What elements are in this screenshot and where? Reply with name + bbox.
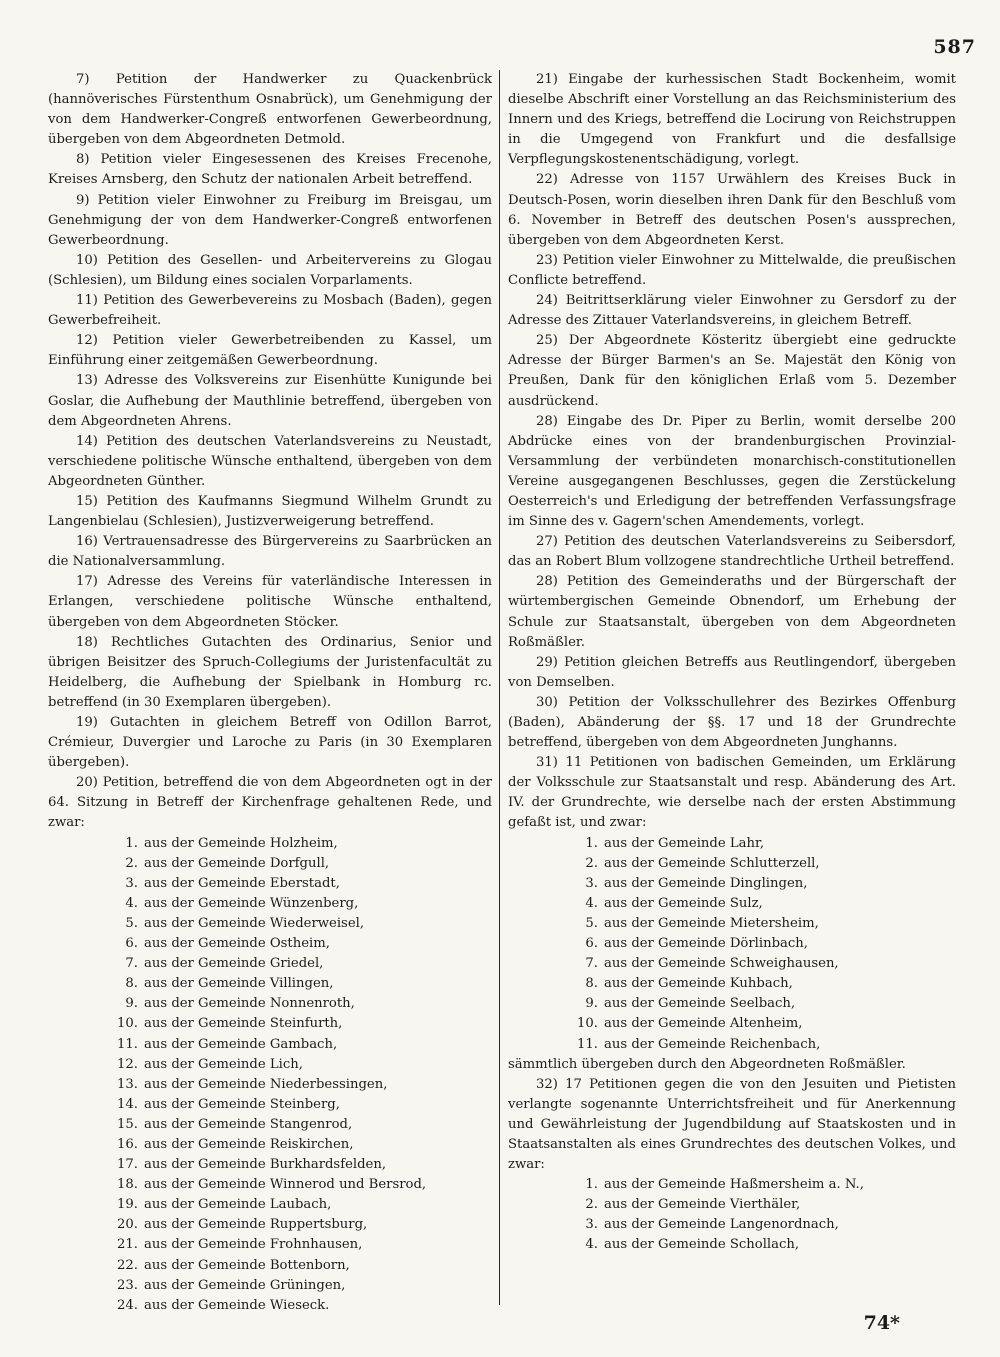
petition-entry: 27) Petition des deutschen Vaterlandsvereins zu Seibersdorf, das an Robert Blum vollzogene standrechtliche Urtheil betreffend. [508, 534, 956, 570]
list-item [508, 854, 956, 874]
petition-entry: 12) Petition vieler Gewerbetreibenden zu Kassel, um Einführung einer zeitgemäßen Gewerbeordnung. [48, 333, 492, 369]
list-item-text: aus der Gemeinde Ruppertsburg, [144, 1217, 368, 1233]
page-number: 587 [933, 36, 976, 58]
list-item-text: aus der Gemeinde Schollach, [604, 1237, 800, 1253]
list-item-text: aus der Gemeinde Lich, [144, 1056, 303, 1072]
list-item [508, 834, 956, 854]
list-item [48, 1195, 492, 1215]
list-item-number: 8. [585, 976, 598, 992]
list-item-number: 4. [585, 895, 598, 911]
list-item-text: aus der Gemeinde Reiskirchen, [144, 1136, 354, 1152]
list-item-number: 19. [117, 1197, 138, 1213]
list-item-text: aus der Gemeinde Grüningen, [144, 1277, 346, 1293]
list-item-text: aus der Gemeinde Dörlinbach, [604, 936, 808, 952]
list-item [48, 934, 492, 954]
list-item-number: 23. [117, 1277, 138, 1293]
list-item [48, 834, 492, 854]
list-item-number: 11. [577, 1036, 598, 1052]
petition-entry: 19) Gutachten in gleichem Betreff von Odillon Barrot, Crémieur, Duvergier und Laroche zu Paris (in 30 Exemplaren übergeben). [48, 715, 492, 771]
list-item-text: aus der Gemeinde Frohnhausen, [144, 1237, 363, 1253]
list-item [508, 1215, 956, 1235]
list-item-text: aus der Gemeinde Niederbessingen, [144, 1076, 388, 1092]
list-item [48, 994, 492, 1014]
list-item-text: aus der Gemeinde Kuhbach, [604, 976, 793, 992]
list-item-number: 5. [125, 915, 138, 931]
list-item [48, 974, 492, 994]
list-item-text: aus der Gemeinde Laubach, [144, 1197, 332, 1213]
list-item-number: 1. [585, 835, 598, 851]
right-column [508, 70, 956, 1256]
petition-entry: 13) Adresse des Volksvereins zur Eisenhütte Kunigunde bei Goslar, die Aufhebung der Mauthlinie betreffend, übergeben von dem Abgeordneten Ahrens. [48, 373, 492, 429]
list-item [508, 914, 956, 934]
list-item-text: aus der Gemeinde Schlutterzell, [604, 855, 820, 871]
petition-entry: 25) Der Abgeordnete Kösteritz übergiebt eine gedruckte Adresse der Bürger Barmen's an Se. Majestät den König von Preußen, Dank für den königlichen Erlaß vom 5. Dezember ausdrückend. [508, 333, 956, 409]
list-item-text: aus der Gemeinde Steinberg, [144, 1096, 340, 1112]
list-item [48, 1135, 492, 1155]
list-item [508, 954, 956, 974]
petition-entry: 8) Petition vieler Eingesessenen des Kreises Frecenohe, Kreises Arnsberg, den Schutz der nationalen Arbeit betreffend. [48, 152, 492, 188]
petition-entry: 22) Adresse von 1157 Urwählern des Kreises Buck in Deutsch-Posen, worin dieselben ihren Dank für den Beschluß vom 6. November in Betreff des deutschen Posen's aussprechen, übergeben von dem Abgeordneten Kerst. [508, 172, 956, 248]
list-item [508, 894, 956, 914]
list-item-number: 17. [117, 1157, 138, 1173]
list-item-number: 10. [577, 1016, 598, 1032]
petition-entry: 20) Petition, betreffend die von dem Abgeordneten ogt in der 64. Sitzung in Betreff der Kirchenfrage gehaltenen Rede, und zwar: [48, 775, 492, 831]
list-item-number: 8. [125, 976, 138, 992]
list-item [48, 954, 492, 974]
list-item-text: aus der Gemeinde Ostheim, [144, 936, 330, 952]
petition-entry: 23) Petition vieler Einwohner zu Mittelwalde, die preußischen Conflicte betreffend. [508, 252, 956, 288]
list-item [508, 874, 956, 894]
list-item-text: aus der Gemeinde Mietersheim, [604, 915, 819, 931]
list-item [48, 1095, 492, 1115]
list-item-number: 5. [585, 915, 598, 931]
list-item-number: 24. [117, 1297, 138, 1313]
list-item-text: aus der Gemeinde Wieseck. [144, 1297, 330, 1313]
list-item [48, 854, 492, 874]
list-item [48, 1175, 492, 1195]
petition-entry: 16) Vertrauensadresse des Bürgervereins zu Saarbrücken an die Nationalversammlung. [48, 534, 492, 570]
petition-entry: 18) Rechtliches Gutachten des Ordinarius, Senior und übrigen Beisitzer des Spruch-Collegiums der Juristenfacultät zu Heidelberg, die Aufhebung der Spielbank in Homburg rc. betreffend (in 30 Exemplaren übergeben). [48, 634, 492, 710]
list-item-text: aus der Gemeinde Dorfgull, [144, 855, 330, 871]
list-item [48, 914, 492, 934]
petition-entry: 29) Petition gleichen Betreffs aus Reutlingendorf, übergeben von Demselben. [508, 654, 956, 690]
list-item [508, 1175, 956, 1195]
list-item [48, 1035, 492, 1055]
list-item [48, 1115, 492, 1135]
list-item-text: aus der Gemeinde Langenordnach, [604, 1217, 839, 1233]
petition-entry: 28) Petition des Gemeinderaths und der Bürgerschaft der würtembergischen Gemeinde Obnendorf, um Erhebung der Schule zur Staatsanstalt, übergeben von dem Abgeordneten Roßmäßler. [508, 574, 956, 650]
list-item-number: 3. [585, 875, 598, 891]
list-item [48, 1215, 492, 1235]
list-item-text: aus der Gemeinde Holzheim, [144, 835, 338, 851]
list-item-number: 2. [125, 855, 138, 871]
list-item [48, 1055, 492, 1075]
list-item-number: 4. [585, 1237, 598, 1253]
list-item-text: aus der Gemeinde Gambach, [144, 1036, 338, 1052]
left-list [48, 834, 492, 1316]
list-item [48, 1276, 492, 1296]
petition-entry: 21) Eingabe der kurhessischen Stadt Bockenheim, womit dieselbe Abschrift einer Vorstellung an das Reichsministerium des Innern und des Kriegs, betreffend die Locirung von Reichstruppen in die Umgegend von Frankfurt und die desfallsige Verpflegungskostenentschädigung, vorlegt. [508, 72, 956, 168]
list-item-number: 10. [117, 1016, 138, 1032]
list-item-text: aus der Gemeinde Burkhardsfelden, [144, 1157, 387, 1173]
list-item-text: aus der Gemeinde Reichenbach, [604, 1036, 821, 1052]
list-item-number: 20. [117, 1217, 138, 1233]
list-item-text: aus der Gemeinde Wünzenberg, [144, 895, 359, 911]
petition-entry: 31) 11 Petitionen von badischen Gemeinden, um Erklärung der Volksschule zur Staatsanstalt und resp. Abänderung des Art. IV. der Grundrechte, wie derselbe nach der ersten Abstimmung gefaßt ist, und zwar: [508, 755, 956, 831]
right-entry-32: 32) 17 Petitionen gegen die von den Jesuiten und Pietisten verlangte sogenannte Unterrichtsfreiheit und für Anerkennung und Gewährleistung der Jugendbildung auf Staatskosten und in Staatsanstalten als eines Grundrechtes des deutschen Volkes, und zwar: [508, 1076, 956, 1173]
list-item-text: aus der Gemeinde Lahr, [604, 835, 765, 851]
petition-entry: 11) Petition des Gewerbevereins zu Mosbach (Baden), gegen Gewerbefreiheit. [48, 293, 492, 329]
right-list-a [508, 834, 956, 1055]
list-item-number: 13. [117, 1076, 138, 1092]
right-after-list: sämmtlich übergeben durch den Abgeordneten Roßmäßler. [508, 1056, 906, 1072]
list-item [48, 1296, 492, 1316]
list-item [48, 1235, 492, 1255]
list-item-number: 14. [117, 1096, 138, 1112]
list-item [508, 1195, 956, 1215]
list-item-number: 9. [125, 996, 138, 1012]
list-item-text: aus der Gemeinde Eberstadt, [144, 875, 340, 891]
list-item [508, 1235, 956, 1255]
signature-mark: 74* [863, 1312, 900, 1334]
list-item-number: 21. [117, 1237, 138, 1253]
list-item-number: 7. [125, 956, 138, 972]
list-item-number: 2. [585, 855, 598, 871]
petition-entry: 30) Petition der Volksschullehrer des Bezirkes Offenburg (Baden), Abänderung der §§. 17 und 18 der Grundrechte betreffend, übergeben von dem Abgeordneten Junghanns. [508, 694, 956, 751]
list-item-number: 12. [117, 1056, 138, 1072]
list-item-number: 3. [585, 1217, 598, 1233]
list-item-number: 2. [585, 1197, 598, 1213]
list-item-text: aus der Gemeinde Dinglingen, [604, 875, 808, 891]
list-item-text: aus der Gemeinde Altenheim, [604, 1016, 803, 1032]
list-item-number: 1. [125, 835, 138, 851]
list-item-text: aus der Gemeinde Villingen, [144, 976, 334, 992]
list-item [48, 1256, 492, 1276]
list-item-number: 11. [117, 1036, 138, 1052]
list-item-text: aus der Gemeinde Nonnenroth, [144, 996, 355, 1012]
list-item [508, 1035, 956, 1055]
list-item [48, 894, 492, 914]
petition-entry: 17) Adresse des Vereins für vaterländische Interessen in Erlangen, verschiedene politische Wünsche enthaltend, übergeben von dem Abgeordneten Stöcker. [48, 574, 492, 630]
column-rule [499, 70, 500, 1305]
list-item-text: aus der Gemeinde Schweighausen, [604, 956, 839, 972]
list-item [48, 1155, 492, 1175]
list-item [48, 874, 492, 894]
list-item [48, 1014, 492, 1034]
list-item-number: 16. [117, 1136, 138, 1152]
list-item-number: 6. [585, 936, 598, 952]
list-item-text: aus der Gemeinde Stangenrod, [144, 1116, 353, 1132]
list-item-number: 22. [117, 1257, 138, 1273]
left-entries [48, 70, 492, 834]
petition-entry: 15) Petition des Kaufmanns Siegmund Wilhelm Grundt zu Langenbielau (Schlesien), Justizverweigerung betreffend. [48, 493, 492, 530]
petition-entry: 7) Petition der Handwerker zu Quackenbrück (hannöverisches Fürstenthum Osnabrück), um Genehmigung der von dem Handwerker-Congreß entworfenen Gewerbeordnung, übergeben von dem Abgeordneten Detmold. [48, 72, 492, 148]
right-entries [508, 70, 956, 834]
list-item [48, 1075, 492, 1095]
right-list-b [508, 1175, 956, 1255]
left-column [48, 70, 492, 1316]
petition-entry: 10) Petition des Gesellen- und Arbeitervereins zu Glogau (Schlesien), um Bildung eines socialen Vorparlaments. [48, 252, 492, 288]
petition-entry: 28) Eingabe des Dr. Piper zu Berlin, womit derselbe 200 Abdrücke eines von der brandenburgischen Provinzial-Versammlung der verbündeten monarchisch-constitutionellen Vereine ausgegangenen Beschlusses, gegen die Zerstückelung Oesterreich's und Erledigung der betreffenden Verfassungsfrage im Sinne des v. Gagern'schen Amendements, vorlegt. [508, 413, 956, 530]
list-item-number: 1. [585, 1177, 598, 1193]
list-item-number: 9. [585, 996, 598, 1012]
list-item-text: aus der Gemeinde Steinfurth, [144, 1016, 343, 1032]
list-item-number: 6. [125, 936, 138, 952]
list-item-text: aus der Gemeinde Seelbach, [604, 996, 796, 1012]
list-item-text: aus der Gemeinde Wiederweisel, [144, 915, 365, 931]
list-item-text: aus der Gemeinde Vierthäler, [604, 1197, 801, 1213]
list-item-text: aus der Gemeinde Bottenborn, [144, 1257, 350, 1273]
list-item-text: aus der Gemeinde Griedel, [144, 956, 324, 972]
list-item-text: aus der Gemeinde Winnerod und Bersrod, [144, 1177, 427, 1193]
list-item [508, 994, 956, 1014]
list-item-number: 4. [125, 895, 138, 911]
list-item-number: 7. [585, 956, 598, 972]
petition-entry: 14) Petition des deutschen Vaterlandsvereins zu Neustadt, verschiedene politische Wünsche enthaltend, übergeben von dem Abgeordneten Günther. [48, 433, 492, 489]
list-item-number: 15. [117, 1116, 138, 1132]
list-item [508, 974, 956, 994]
list-item-text: aus der Gemeinde Haßmersheim a. N., [604, 1177, 864, 1193]
list-item-number: 18. [117, 1177, 138, 1193]
petition-entry: 9) Petition vieler Einwohner zu Freiburg im Breisgau, um Genehmigung der von dem Handwerker-Congreß entworfenen Gewerbeordnung. [48, 192, 492, 248]
list-item-text: aus der Gemeinde Sulz, [604, 895, 763, 911]
list-item-number: 3. [125, 875, 138, 891]
petition-entry: 24) Beitrittserklärung vieler Einwohner zu Gersdorf zu der Adresse des Zittauer Vaterlandsvereins, in gleichem Betreff. [508, 293, 956, 329]
list-item [508, 1014, 956, 1034]
list-item [508, 934, 956, 954]
